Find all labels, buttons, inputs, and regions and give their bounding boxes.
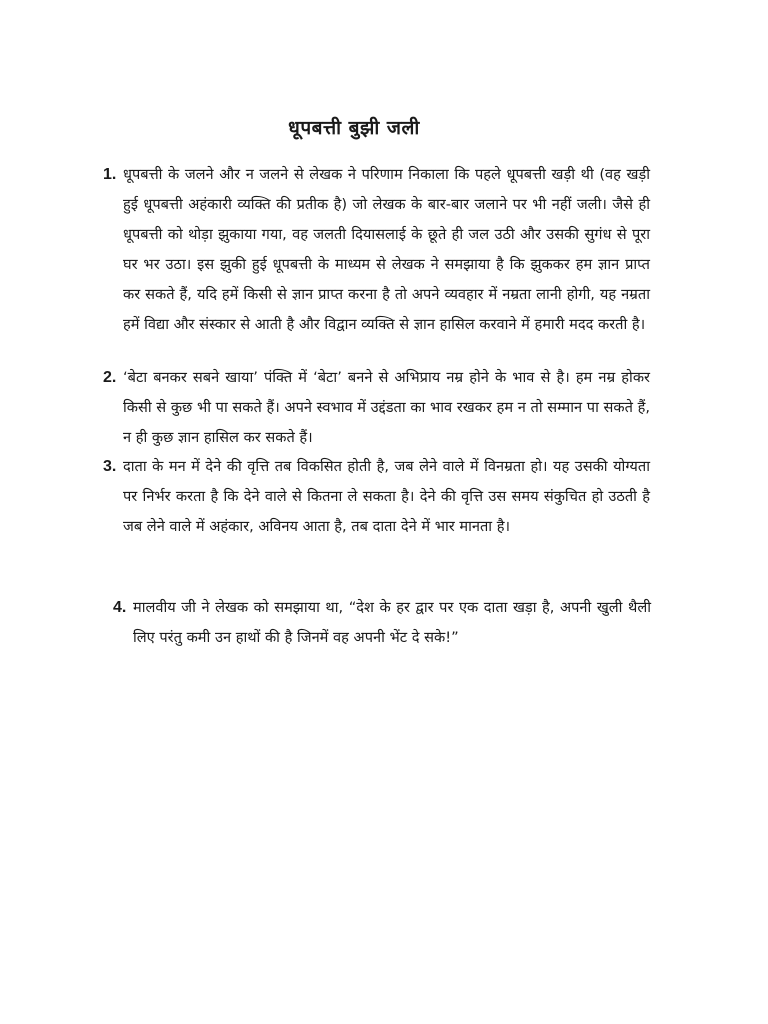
item-text: मालवीय जी ने लेखक को समझाया था, “देश के हर द्वार पर एक दाता खड़ा है, अपनी खुली थैली लिए परंतु कमी उन हाथों की है जिनमें वह अपनी भेंट दे सके!” [133,599,651,646]
item-number: 1. [103,166,117,183]
item-text: धूपबत्ती के जलने और न जलने से लेखक ने परिणाम निकाला कि पहले धूपबत्ती खड़ी थी (वह खड़ी हुई धूपबत्ती अहंकारी व्यक्ति की प्रतीक है) जो लेखक के बार-बार जलाने पर भी नहीं जली। जैसे ही धूपबत्ती को थोड़ा झुकाया गया, वह जलती दियासलाई के छूते ही जल उठी और उसकी सुगंध से पूरा घर भर उठा। इस झुकी हुई धूपबत्ती के माध्यम से लेखक ने समझाया है कि झुककर हम ज्ञान प्राप्त कर सकते हैं, यदि हमें किसी से ज्ञान प्राप्त करना है तो अपने व्यवहार में नम्रता लानी होगी, यह नम्रता हमें विद्या और संस्कार से आती है और विद्वान व्यक्ति से ज्ञान हासिल करवाने में हमारी मदद करती है। [123,166,650,333]
page-title: धूपबत्ती बुझी जली [288,117,420,139]
list-item [103,363,650,453]
item-number: 2. [103,369,117,386]
item-number: 3. [103,458,117,475]
item-text: ‘बेटा बनकर सबने खाया’ पंक्ति में ‘बेटा’ बनने से अभिप्राय नम्र होने के भाव से है। हम नम्र होकर किसी से कुछ भी पा सकते हैं। अपने स्वभाव में उद्दंडता का भाव रखकर हम न तो सम्मान पा सकते हैं, न ही कुछ ज्ञान हासिल कर सकते हैं। [123,369,650,446]
item-text: दाता के मन में देने की वृत्ति तब विकसित होती है, जब लेने वाले में विनम्रता हो। यह उसकी योग्यता पर निर्भर करता है कि देने वाले से कितना ले सकता है। देने की वृत्ति उस समय संकुचित हो उठती है जब लेने वाले में अहंकार, अविनय आता है, तब दाता देने में भार मानता है। [123,458,650,535]
list-item [103,452,650,542]
list-item [113,593,651,653]
list-item [103,160,650,340]
item-number: 4. [113,599,127,616]
